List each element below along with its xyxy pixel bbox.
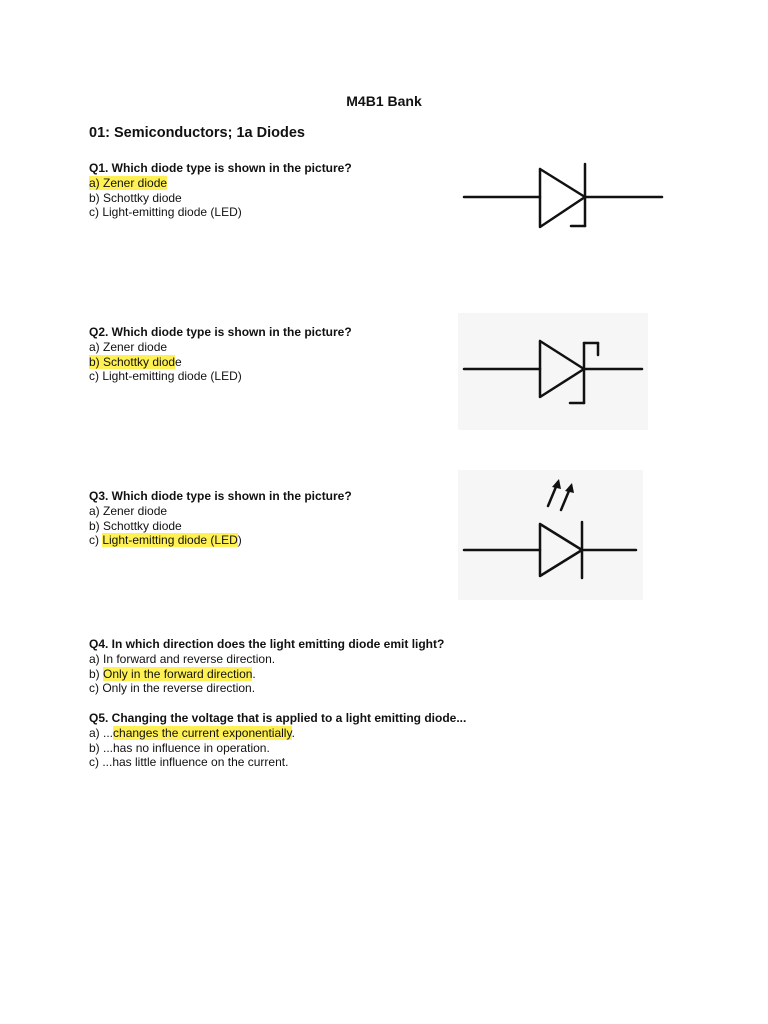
answer-option [89,176,352,191]
answer-option: b) Schottky diode [89,354,182,369]
answer-option: c) Light-emitting diode (LED) [89,533,242,548]
figure-led [458,470,643,600]
highlighted-answer: Only in the forward direction [103,666,253,681]
answer-option: a) In forward and reverse direction. [89,651,276,666]
answer-option: b) Schottky diode [89,518,182,533]
question-text: Q5. Changing the voltage that is applied to a light emitting diode... [89,711,467,725]
answer-option: a) ...changes the current exponentially. [89,725,295,740]
answer-option: c) Light-emitting diode (LED) [89,205,242,220]
highlighted-answer: Light-emitting diode (LED [102,533,238,548]
answer-option: c) Light-emitting diode (LED) [89,369,242,384]
answer-option: a) Zener diode [89,503,168,518]
answer-option: b) ...has no influence in operation. [89,740,270,755]
answer-option: a) Zener diode [89,339,168,354]
question-5 [89,711,466,770]
question-text: Q1. Which diode type is shown in the picture? [89,161,352,175]
schottky-diode-icon [458,313,648,430]
highlighted-answer: changes the current exponentially [113,725,292,740]
question-text: Q2. Which diode type is shown in the picture? [89,325,352,339]
answer-option: c) ...has little influence on the current. [89,755,289,770]
question-2 [89,325,352,384]
figure-zener-diode [458,150,670,250]
question-text: Q3. Which diode type is shown in the picture? [89,489,352,503]
question-text: Q4. In which direction does the light emitting diode emit light? [89,637,445,651]
led-icon [458,470,643,600]
highlighted-answer: b) Schottky diod [89,354,176,369]
question-1 [89,161,352,220]
answer-option: b) Only in the forward direction. [89,666,256,681]
document-title: M4B1 Bank [346,93,422,109]
answer-option: c) Only in the reverse direction. [89,681,256,696]
highlighted-answer: a) Zener diode [89,175,168,190]
zener-diode-icon [458,150,670,250]
section-title: 01: Semiconductors; 1a Diodes [89,125,305,141]
question-4 [89,637,444,696]
question-3 [89,489,352,548]
answer-option: b) Schottky diode [89,190,182,205]
figure-schottky-diode [458,313,648,430]
